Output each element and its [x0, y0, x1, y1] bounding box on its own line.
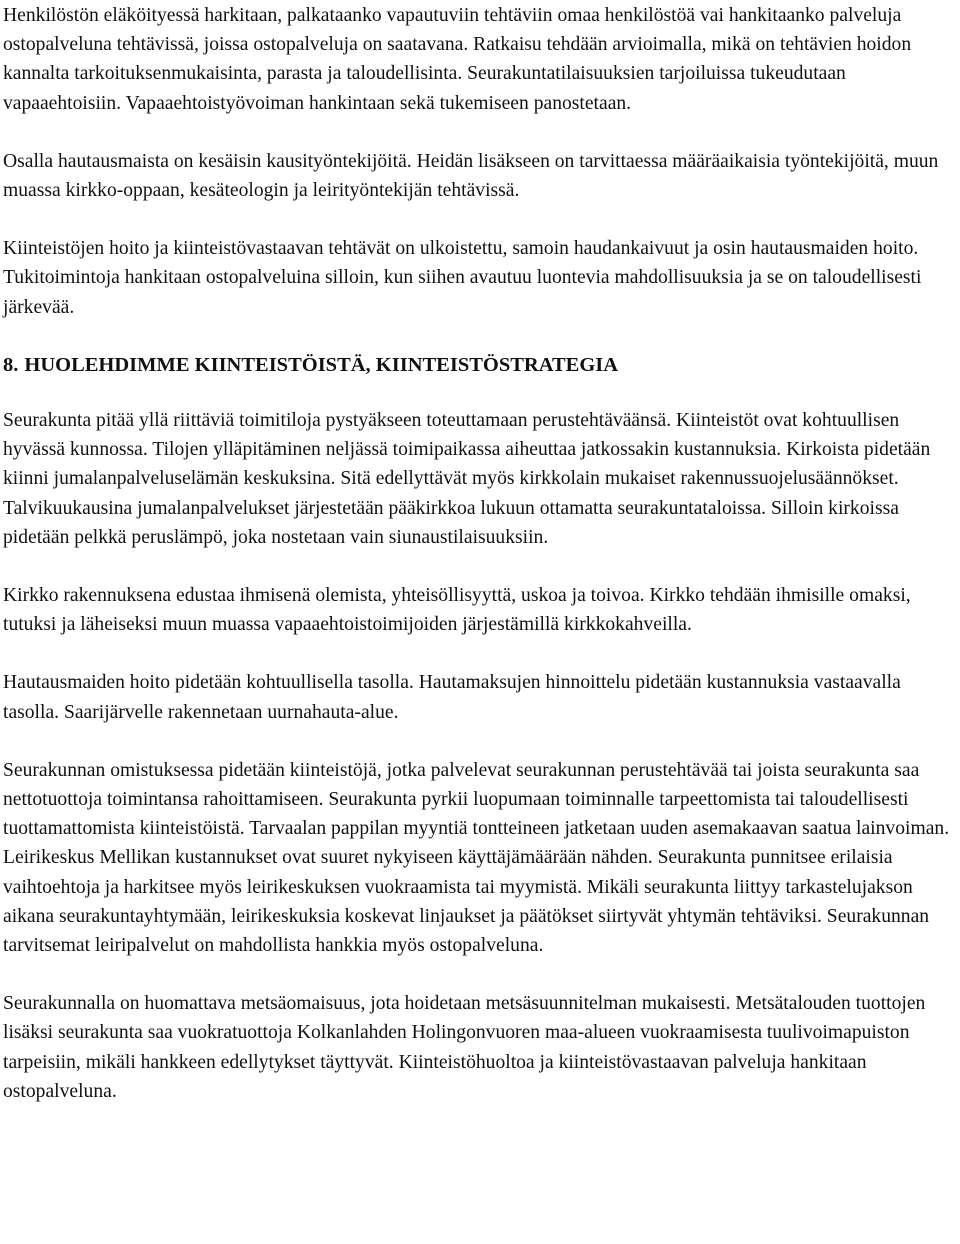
- section-title: HUOLEHDIMME KIINTEISTÖISTÄ, KIINTEISTÖSTRATEGIA: [24, 353, 619, 376]
- paragraph-church-building: Kirkko rakennuksena edustaa ihmisenä olemista, yhteisöllisyyttä, uskoa ja toivoa. Kirkko tehdään ihmisille omaksi, tutuksi ja läheiseksi muun muassa vapaaehtoistoimijoiden järjestämillä kirkkokahveilla.: [3, 585, 911, 636]
- paragraph-staffing: Henkilöstön eläköityessä harkitaan, palkataanko vapautuviin tehtäviin omaa henkilöstöä vai hankitaanko palveluja ostopalveluna tehtävissä, joissa ostopalveluja on saatavana. Ratkaisu tehdään arvioimalla, mikä on tehtävien hoidon kannalta tarkoituksenmukaisinta, parasta ja taloudellisinta. Seurakuntatilaisuuksien tarjoiluissa tukeudutaan vapaaehtoisiin. Vapaaehtoistyövoiman hankintaan sekä tukemiseen panostetaan.: [3, 5, 912, 114]
- paragraph-forest-assets: Seurakunnalla on huomattava metsäomaisuus, jota hoidetaan metsäsuunnitelman mukaisesti. Metsätalouden tuottojen lisäksi seurakunta saa vuokratuottoja Kolkanlahden Holingonvuoren maa-alueen vuokraamisesta tuulivoimapuiston tarpeisiin, mikäli hankkeen edellytykset täyttyvät. Kiinteistöhuoltoa ja kiinteistövastaavan palveluja hankitaan ostopalveluna.: [3, 993, 926, 1102]
- section-heading: [3, 351, 958, 380]
- section-number: 8.: [3, 353, 19, 376]
- paragraph-outsourcing: Kiinteistöjen hoito ja kiinteistövastaavan tehtävät on ulkoistettu, samoin haudankaivuut ja osin hautausmaiden hoito. Tukitoimintoja hankitaan ostopalveluina silloin, kun siihen avautuu luontevia mahdollisuuksia ja se on taloudellisesti järkevää.: [3, 238, 922, 318]
- paragraph-facilities: Seurakunta pitää yllä riittäviä toimitiloja pystyäkseen toteuttamaan perustehtäväänsä. Kiinteistöt ovat kohtuullisen hyvässä kunnossa. Tilojen ylläpitäminen neljässä toimipaikassa aiheuttaa jatkossakin kustannuksia. Kirkoista pidetään kiinni jumalanpalveluselämän keskuksina. Sitä edellyttävät myös kirkkolain mukaiset rakennussuojelusäännökset. Talvikuukausina jumalanpalvelukset järjestetään pääkirkkoa lukuun ottamatta seurakuntataloissa. Silloin kirkoissa pidetään pelkkä peruslämpö, joka nostetaan vain siunaustilaisuuksiin.: [3, 410, 931, 548]
- paragraph-cemeteries: Hautausmaiden hoito pidetään kohtuullisella tasolla. Hautamaksujen hinnoittelu pidetään kustannuksia vastaavalla tasolla. Saarijärvelle rakennetaan uurnahauta-alue.: [3, 672, 901, 723]
- paragraph-property-ownership: Seurakunnan omistuksessa pidetään kiinteistöjä, jotka palvelevat seurakunnan perustehtävää tai joista seurakunta saa nettotuottoja toimintansa rahoittamiseen. Seurakunta pyrkii luopumaan toiminnalle tarpeettomista tai taloudellisesti tuottamattomista kiinteistöistä. Tarvaalan pappilan myyntiä tontteineen jatketaan uuden asemakaavan saatua lainvoiman. Leirikeskus Mellikan kustannukset ovat suuret nykyiseen käyttäjämäärään nähden. Seurakunta punnitsee erilaisia vaihtoehtoja ja harkitsee myös leirikeskuksen vuokraamista tai myymistä. Mikäli seurakunta liittyy tarkastelujakson aikana seurakuntayhtymään, leirikeskuksia koskevat linjaukset ja päätökset siirtyvät yhtymän tehtäviksi. Seurakunnan tarvitsemat leiripalvelut on mahdollista hankkia myös ostopalveluna.: [3, 759, 950, 957]
- paragraph-seasonal-workers: Osalla hautausmaista on kesäisin kausityöntekijöitä. Heidän lisäkseen on tarvittaessa määräaikaisia työntekijöitä, muun muassa kirkko-oppaan, kesäteologin ja leirityöntekijän tehtävissä.: [3, 150, 939, 202]
- document-page: [0, 1, 960, 1244]
